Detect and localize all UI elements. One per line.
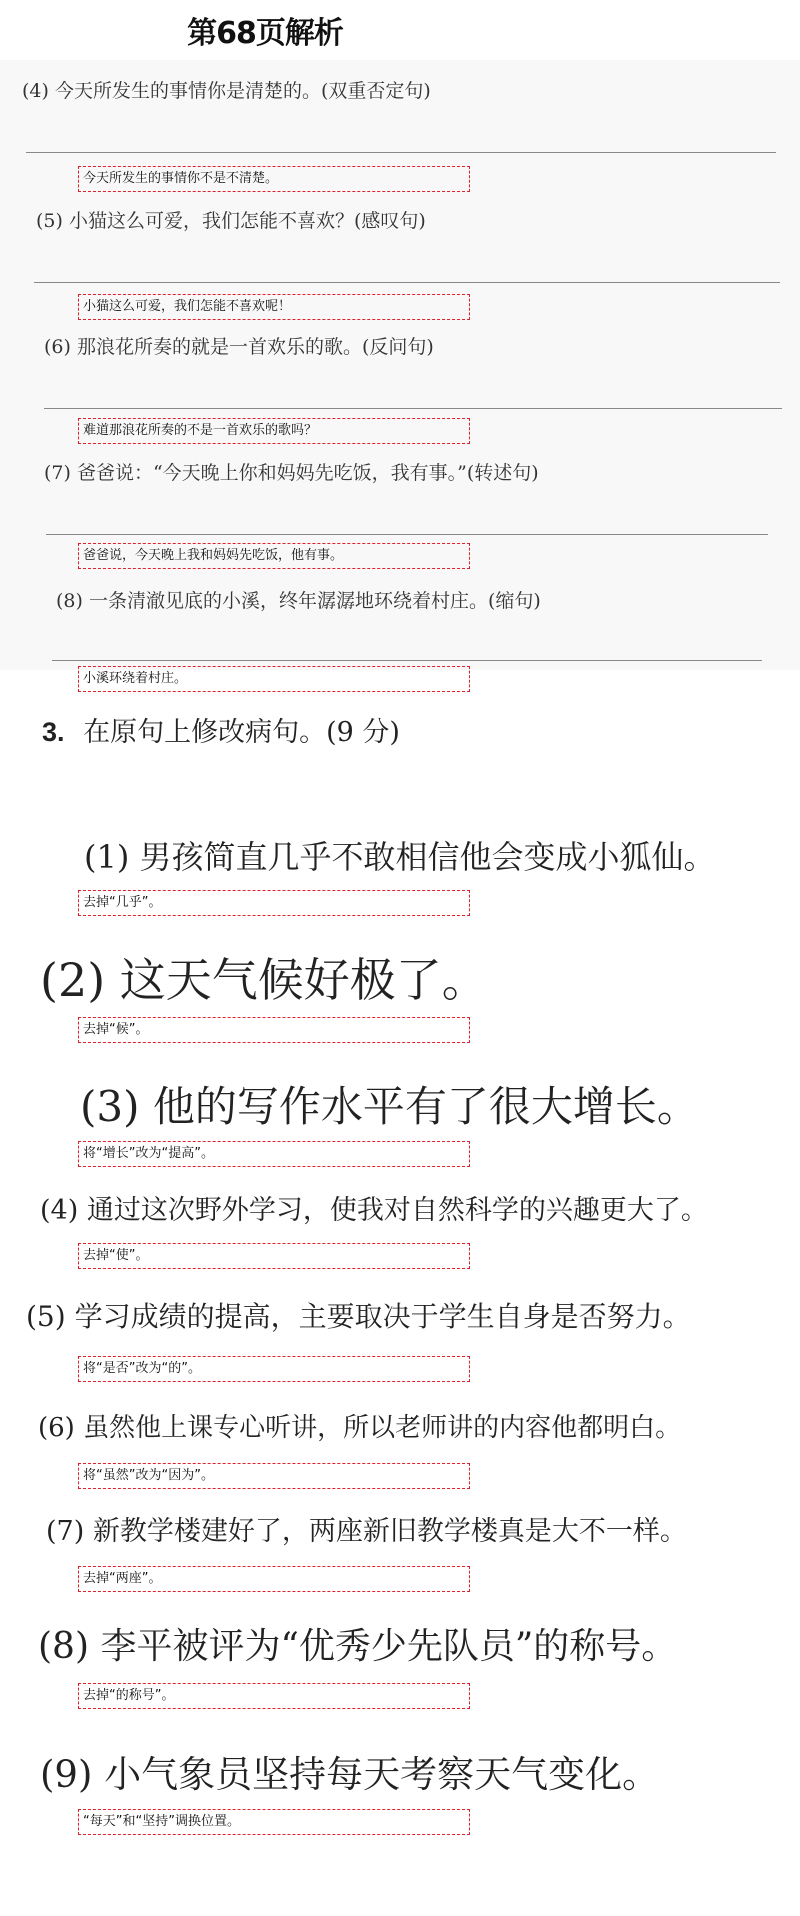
correction-question-1: (1) 男孩简直几乎不敢相信他会变成小狐仙。: [84, 838, 716, 876]
answer-line: [34, 282, 780, 283]
answer-box-4: 今天所发生的事情你不是不清楚。: [78, 166, 470, 192]
answer-box-c9: “每天”和“坚持”调换位置。: [78, 1809, 470, 1835]
answer-line: [44, 408, 782, 409]
answer-box-5: 小猫这么可爱，我们怎能不喜欢呢！: [78, 294, 470, 320]
answer-line: [26, 152, 776, 153]
correction-question-2: (2) 这天气候好极了。: [40, 953, 488, 1007]
correction-question-8: (8) 李平被评为“优秀少先队员”的称号。: [38, 1626, 678, 1667]
section-heading: [42, 710, 400, 749]
correction-question-3: (3) 他的写作水平有了很大增长。: [80, 1082, 699, 1131]
answer-box-c6: 将“虽然”改为“因为”。: [78, 1463, 470, 1489]
answer-line: [46, 534, 768, 535]
answer-box-c5: 将“是否”改为“的”。: [78, 1356, 470, 1382]
answer-box-6: 难道那浪花所奏的不是一首欢乐的歌吗？: [78, 418, 470, 444]
question-4: (4) 今天所发生的事情你是清楚的。(双重否定句): [22, 80, 431, 102]
answer-box-c2: 去掉“候”。: [78, 1017, 470, 1043]
correction-question-4: (4) 通过这次野外学习，使我对自然科学的兴趣更大了。: [40, 1195, 708, 1226]
answer-box-c7: 去掉“两座”。: [78, 1566, 470, 1592]
answer-box-c8: 去掉“的称号”。: [78, 1683, 470, 1709]
section-number: 3.: [42, 717, 65, 747]
correction-question-9: (9) 小气象员坚持每天考察天气变化。: [40, 1753, 660, 1796]
answer-box-8: 小溪环绕着村庄。: [78, 666, 470, 692]
answer-box-c4: 去掉“使”。: [78, 1243, 470, 1269]
correction-question-5: (5) 学习成绩的提高，主要取决于学生自身是否努力。: [26, 1300, 691, 1333]
question-6: (6) 那浪花所奏的就是一首欢乐的歌。(反问句): [44, 336, 434, 358]
question-8: (8) 一条清澈见底的小溪，终年潺潺地环绕着村庄。(缩句): [56, 590, 541, 612]
answer-line: [52, 660, 762, 661]
section-title: 在原句上修改病句。(9 分): [83, 717, 400, 748]
page-title: 第68页解析: [187, 16, 343, 51]
correction-question-6: (6) 虽然他上课专心听讲，所以老师讲的内容他都明白。: [38, 1413, 682, 1443]
answer-box-7: 爸爸说，今天晚上我和妈妈先吃饭，他有事。: [78, 543, 470, 569]
question-5: (5) 小猫这么可爱，我们怎能不喜欢？(感叹句): [36, 210, 426, 232]
answer-box-c1: 去掉“几乎”。: [78, 890, 470, 916]
question-7: (7) 爸爸说：“今天晚上你和妈妈先吃饭，我有事。”(转述句): [44, 462, 539, 484]
correction-question-7: (7) 新教学楼建好了，两座新旧教学楼真是大不一样。: [46, 1516, 687, 1547]
answer-box-c3: 将“增长”改为“提高”。: [78, 1141, 470, 1167]
